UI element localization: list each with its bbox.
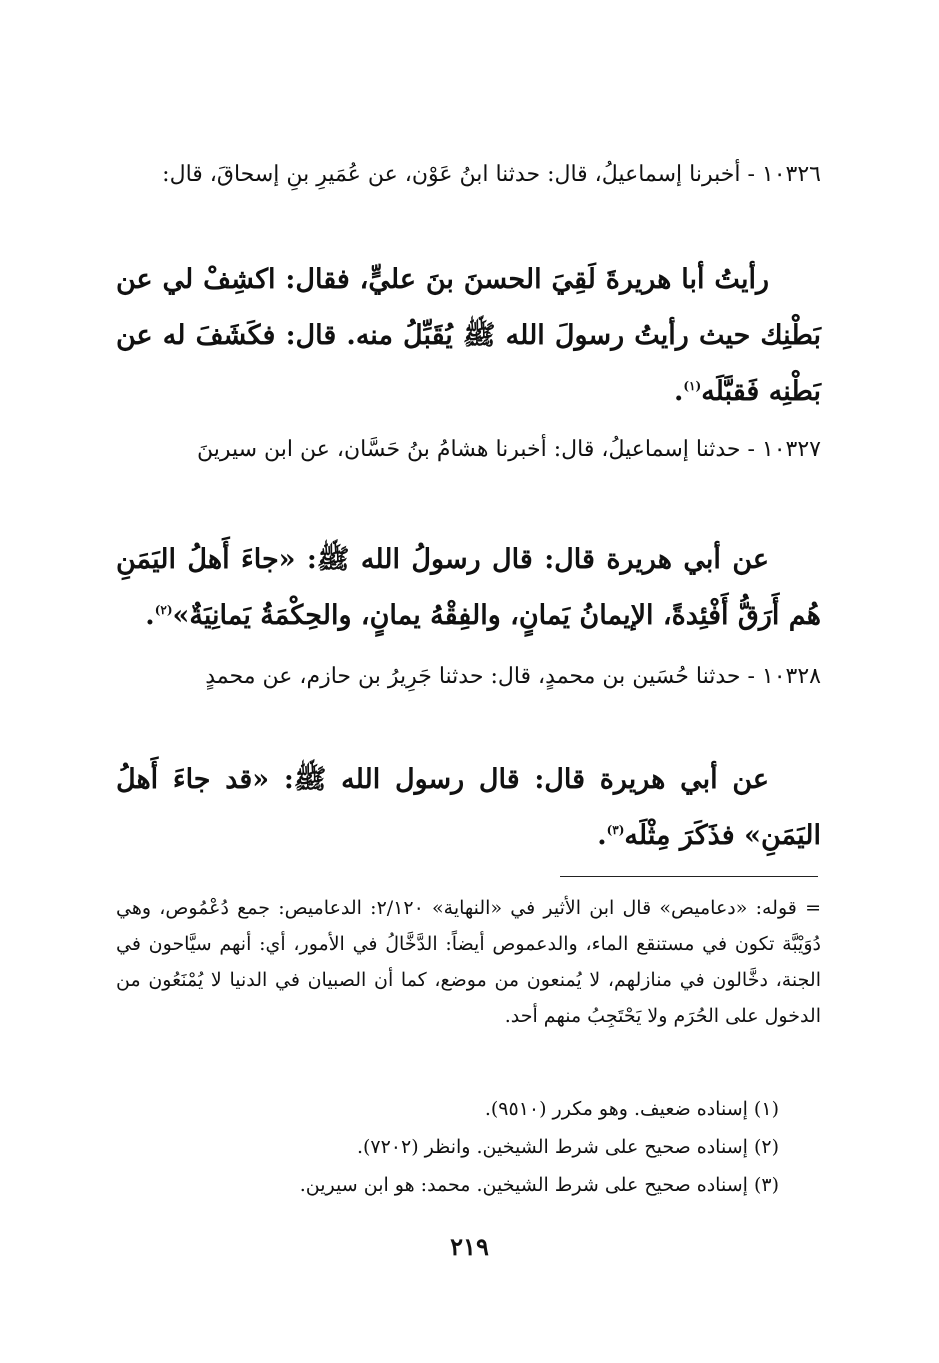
matn-paragraph: [116, 532, 821, 644]
matn-end: .: [597, 820, 607, 851]
isnad-text: ١٠٣٢٦ - أخبرنا إسماعيلُ، قال: حدثنا ابنُ عَوْن، عن عُمَيرِ بنِ إسحاقَ، قال:: [162, 162, 821, 187]
footnote-continuation-text: = قوله: «دعاميص» قال ابن الأثير في «النهاية» ٢/١٢٠: الدعاميص: جمع دُعْمُوص، وهي دُوَيْبَّة تكون في مستنقع الماء، والدعموص أيضاً: الدَّخَّالُ في الأمور، أي: أنهم سيَّاحون في الجنة، دخَّالون في منازلهم، لا يُمنعون من موضع، كما أن الصبيان في الدنيا لا يُمْنَعُون من الدخول على الحُرَم ولا يَحْتَجِبُ منهم أحد.: [116, 897, 821, 1027]
isnad-text: ١٠٣٢٧ - حدثنا إسماعيلُ، قال: أخبرنا هشامُ بنُ حَسَّان، عن ابن سيرينَ: [196, 437, 821, 462]
footnote-ref: (١): [683, 379, 702, 393]
page-number: ٢١٩: [450, 1232, 489, 1261]
hadith-10326-matn: [116, 252, 821, 420]
matn-paragraph: [116, 752, 821, 864]
matn-end: .: [145, 600, 155, 631]
hadith-10328-isnad: [116, 652, 821, 702]
footnote-separator: [560, 876, 818, 877]
footnote-list: [119, 1090, 779, 1204]
isnad-text: ١٠٣٢٨ - حدثنا حُسَين بن محمدٍ، قال: حدثنا جَرِيرُ بن حازم، عن محمدٍ: [205, 664, 821, 689]
matn-text: عن أبي هريرة قال: قال رسول الله ﷺ: «قد جاءَ أَهلُ اليَمَنِ» فذَكَرَ مِثْلَه: [116, 764, 821, 851]
matn-text: رأيتُ أبا هريرةَ لَقِيَ الحسنَ بنَ عليٍّ، فقال: اكشِفْ لي عن بَطْنِك حيث رأيتُ رسولَ الله ﷺ يُقَبِّلُ منه. قال: فكَشَفَ له عن بَطْنِه فَقبَّلَه: [116, 264, 821, 407]
hadith-10327-isnad: [116, 425, 821, 475]
matn-text: عن أبي هريرة قال: قال رسولُ الله ﷺ: «جاءَ أَهلُ اليَمَنِ هُم أَرَقُّ أَفْئِدةً، الإيمانُ يَمانٍ، والفِقْهُ يمانٍ، والحِكْمَةُ يَمانِيَةٌ»: [116, 544, 821, 631]
footnote-item: (٢) إسناده صحيح على شرط الشيخين. وانظر (٧٢٠٢).: [356, 1136, 779, 1158]
matn-paragraph: [116, 252, 821, 420]
footnote-continuation: [116, 890, 821, 1034]
matn-end: .: [673, 376, 684, 407]
footnote-item: (٣) إسناده صحيح على شرط الشيخين. محمد: هو ابن سيرين.: [299, 1174, 779, 1196]
hadith-10327-matn: [116, 532, 821, 644]
footnote-ref: (٣): [606, 823, 625, 837]
footnote-ref: (٢): [154, 603, 173, 617]
hadith-10328-matn: [116, 752, 821, 864]
hadith-10326-isnad: [116, 150, 821, 200]
footnote-item: (١) إسناده ضعيف. وهو مكرر (٩٥١٠).: [484, 1098, 779, 1120]
